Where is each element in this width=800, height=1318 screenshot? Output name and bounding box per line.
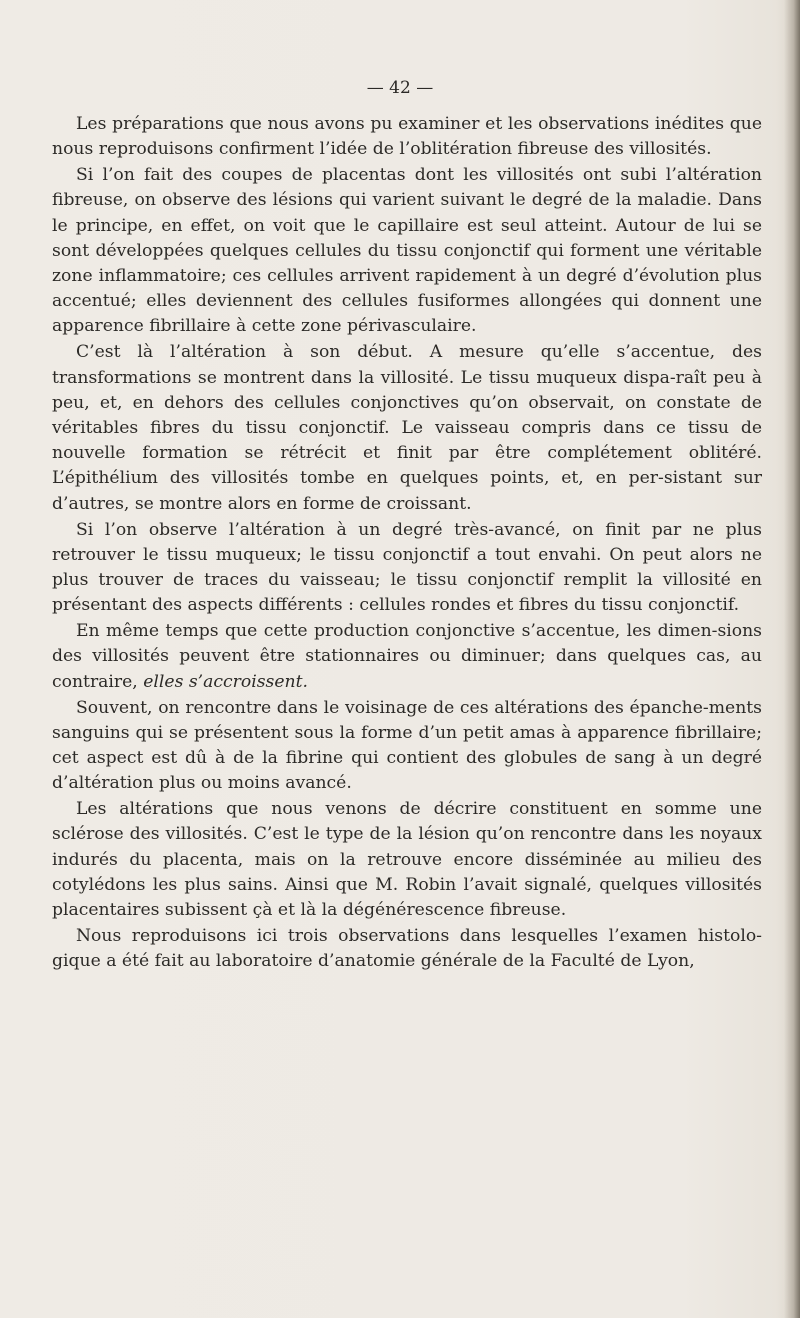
paragraph-7: Les altérations que nous venons de décrire constituent en somme une sclérose des villosités. C’est le type de la lésion qu’on rencontre dans les noyaux indurés du placenta, mais on la retrouve encore disséminée au milieu des cotylédons les plus sains. Ainsi que M. Robin l’avait signalé, quelques villosités placentaires subissent çà et là la dégénérescence fibreuse. xyxy=(52,799,762,921)
paragraph-5-text: En même temps que cette production conjonctive s’accentue, les dimen-sions des villosités peuvent être stationnaires ou diminuer; dans quelques cas, au contraire, xyxy=(52,621,762,692)
page-edge-shadow xyxy=(784,0,800,1318)
paragraph-5-italic: elles s’accroissent. xyxy=(137,671,308,692)
page-number: — 42 — xyxy=(366,78,434,98)
paragraph-8: Nous reproduisons ici trois observations dans lesquelles l’examen histolo-gique a été fait au laboratoire d’anatomie générale de la Faculté de Lyon, xyxy=(52,926,762,972)
paragraph-4: Si l’on observe l’altération à un degré très-avancé, on finit par ne plus retrouver le tissu muqueux; le tissu conjonctif a tout envahi. On peut alors ne plus trouver de traces du vaisseau; le tissu conjonctif remplit la villosité en présentant des aspects différents : cellules rondes et fibres du tissu conjonctif. xyxy=(52,519,762,616)
paragraph-1: Les préparations que nous avons pu examiner et les observations inédites que nous reproduisons confirment l’idée de l’oblitération fibreuse des villosités. xyxy=(52,114,762,160)
paragraph-6: Souvent, on rencontre dans le voisinage de ces altérations des épanche-ments sanguins qui se présentent sous la forme d’un petit amas à apparence fibrillaire; cet aspect est dû à de la fibrine qui contient des globules de sang à un degré d’altération plus ou moins avancé. xyxy=(52,697,762,794)
body-text xyxy=(52,112,762,975)
paragraph-5 xyxy=(52,619,762,695)
paragraph-2: Si l’on fait des coupes de placentas dont les villosités ont subi l’altération fibreuse, on observe des lésions qui varient suivant le degré de la maladie. Dans le principe, en effet, on voit que le capillaire est seul atteint. Autour de lui se sont développées quelques cellules du tissu conjonctif qui forment une véritable zone inflammatoire; ces cellules arrivent rapidement à un degré d’évolution plus accentué; elles deviennent des cellules fusiformes allongées qui donnent une apparence fibrillaire à cette zone périvasculaire. xyxy=(52,165,762,337)
paragraph-3: C’est là l’altération à son début. A mesure qu’elle s’accentue, des transformations se montrent dans la villosité. Le tissu muqueux dispa-raît peu à peu, et, en dehors des cellules conjonctives qu’on observait, on constate de véritables fibres du tissu conjonctif. Le vaisseau compris dans ce tissu de nouvelle formation se rétrécit et finit par être complétement oblitéré. L’épithélium des villosités tombe en quelques points, et, en per-sistant sur d’autres, se montre alors en forme de croissant. xyxy=(52,342,762,514)
